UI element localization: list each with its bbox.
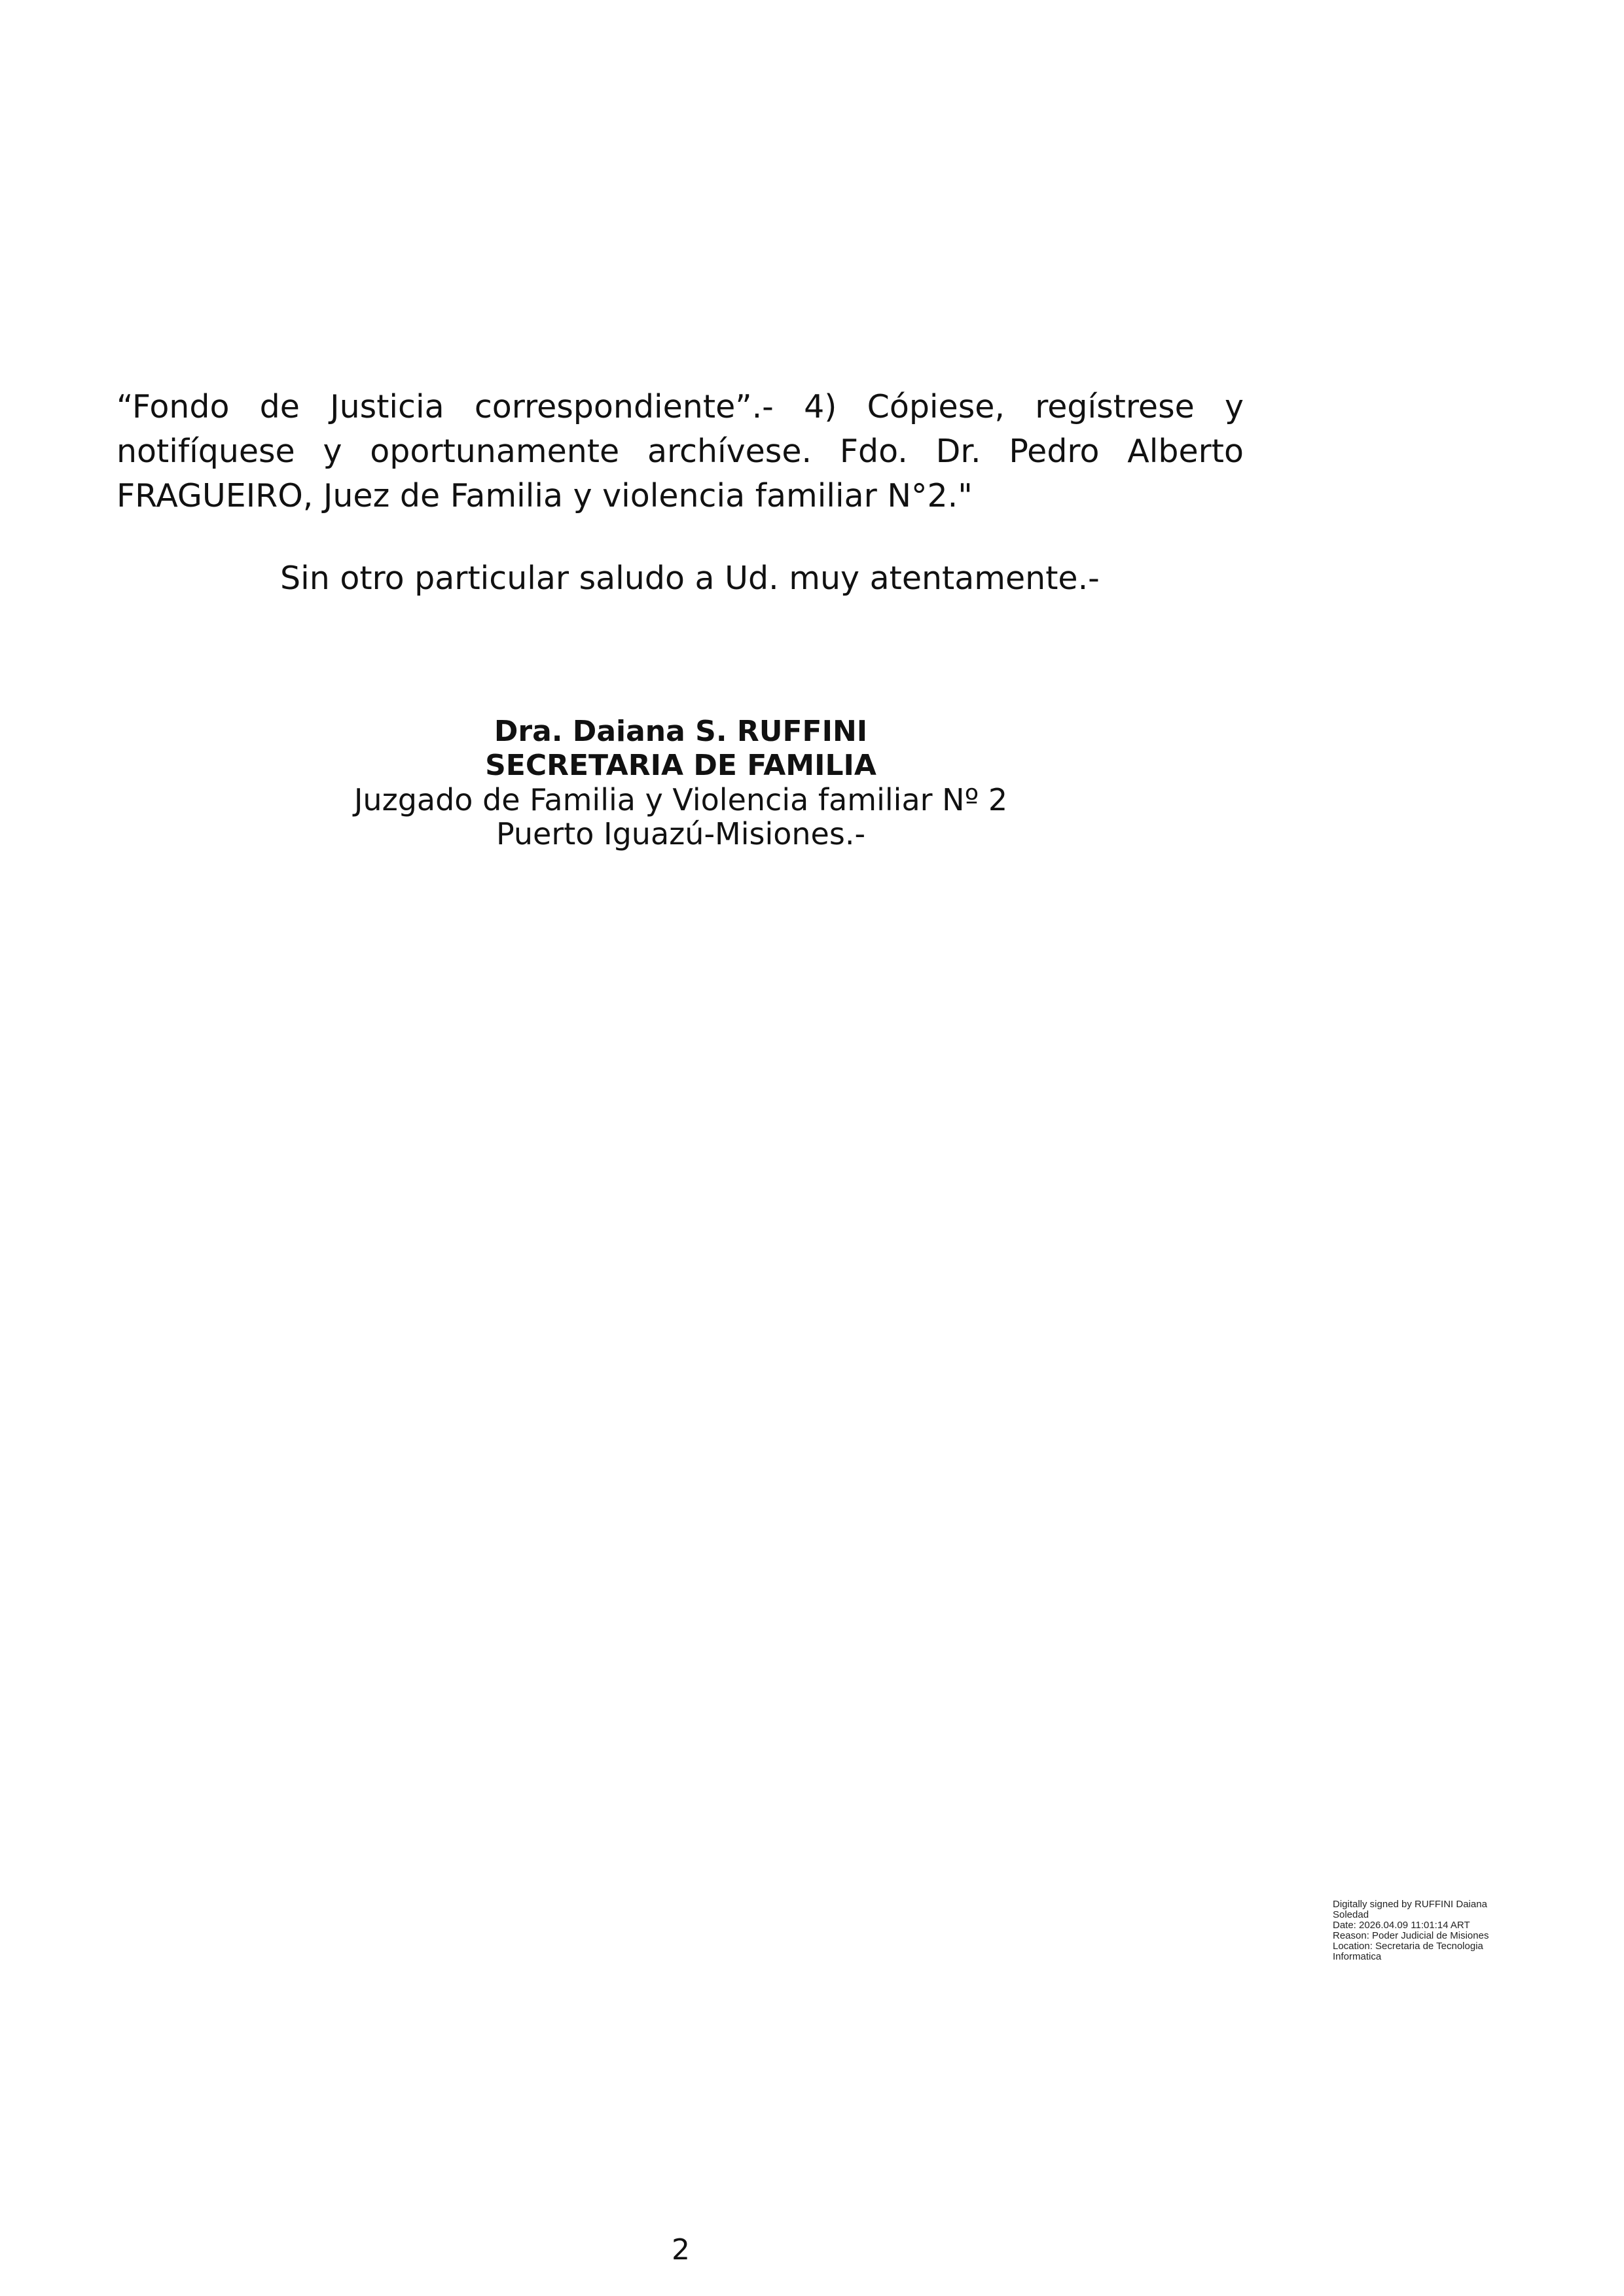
signer-title: SECRETARIA DE FAMILIA bbox=[485, 749, 876, 782]
digital-signature-line: Digitally signed by RUFFINI Daiana bbox=[1333, 1899, 1487, 1910]
digital-signature-line: Location: Secretaria de Tecnologia bbox=[1333, 1941, 1483, 1952]
page-number: 2 bbox=[672, 2233, 690, 2267]
digital-signature-line: Date: 2026.04.09 11:01:14 ART bbox=[1333, 1920, 1470, 1931]
body-paragraph: “Fondo de Justicia correspondiente”.- 4) Cópiese, regístrese y notifíquese y oportunamente archívese. Fdo. Dr. Pedro Alberto FRAGUEIRO, Juez de Familia y violencia familiar N°2." bbox=[117, 388, 1244, 514]
signature-block bbox=[288, 715, 1074, 851]
digital-signature-line: Soledad bbox=[1333, 1909, 1369, 1920]
closing-line: Sin otro particular saludo a Ud. muy atentamente.- bbox=[280, 560, 1100, 597]
signer-name: Dra. Daiana S. RUFFINI bbox=[494, 715, 868, 748]
signer-location: Puerto Iguazú-Misiones.- bbox=[496, 816, 866, 852]
digital-signature-line: Reason: Poder Judicial de Misiones bbox=[1333, 1930, 1489, 1941]
digital-signature-stamp bbox=[1333, 1899, 1549, 1962]
digital-signature-line: Informatica bbox=[1333, 1951, 1382, 1962]
signer-court: Juzgado de Familia y Violencia familiar Nº 2 bbox=[353, 782, 1008, 817]
